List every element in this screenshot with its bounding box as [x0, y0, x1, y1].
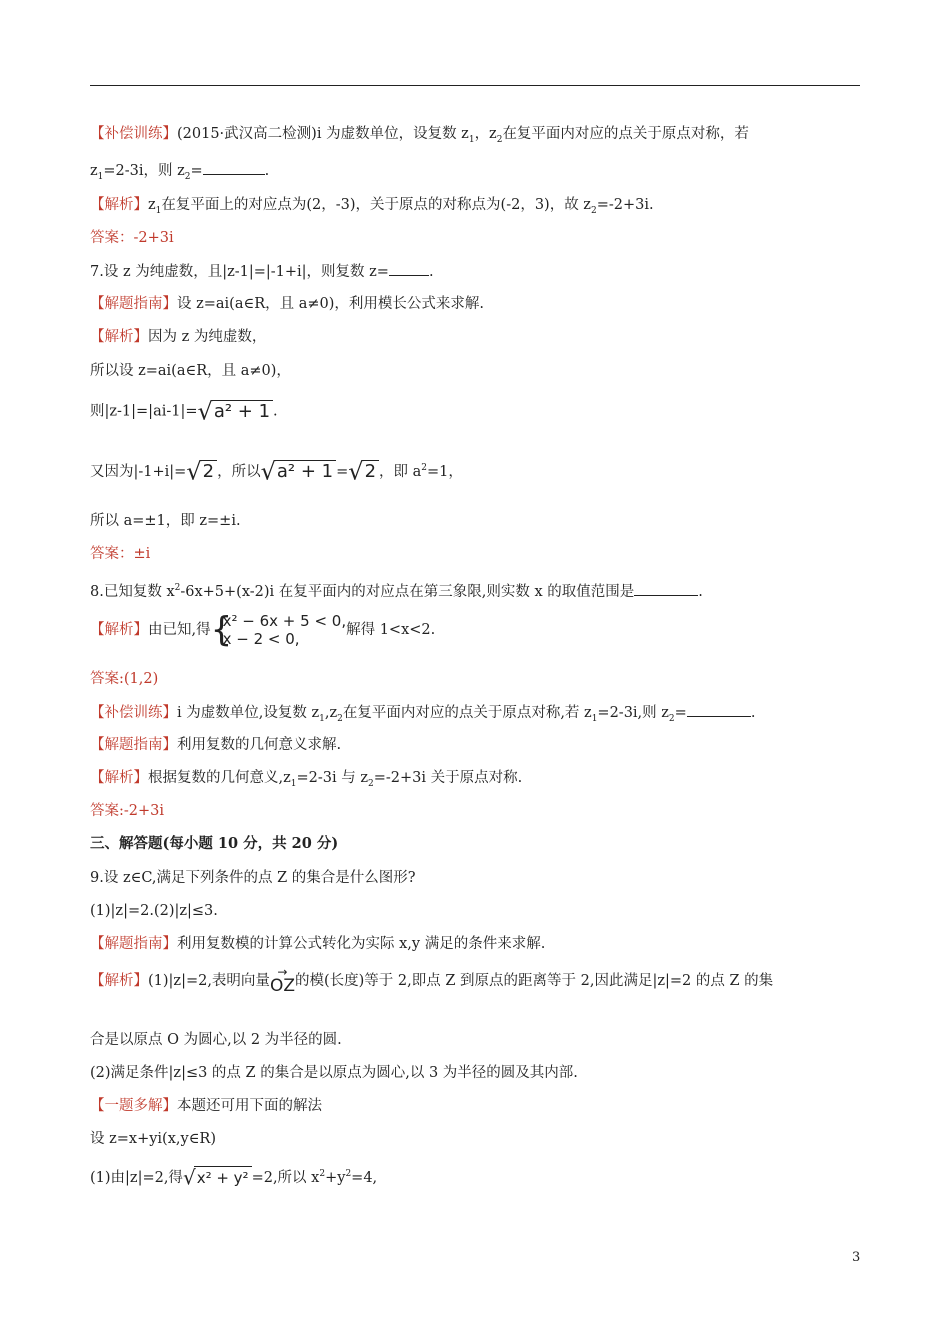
text-line: 【补偿训练】i 为虚数单位,设复数 $z_1,z_2$在复平面内对应的点关于原点对称,若 $z_1=2-3i$,则 $z_2=$ . [90, 702, 755, 729]
text-line: 【一题多解】本题还可用下面的解法 [90, 1098, 322, 1114]
label-tag: 【解析】 [90, 197, 148, 213]
text-line: 所以 a=±1，即 z=±i. [90, 513, 241, 529]
label-tag: 【一题多解】 [90, 1098, 177, 1114]
label-tag: 【解析】 [90, 622, 148, 638]
answer-blank [203, 160, 265, 175]
section-heading: 三、解答题(每小题 10 分，共 20 分) [90, 835, 339, 852]
page-number: 3 [852, 1250, 861, 1265]
label-tag: 【解析】 [90, 329, 148, 345]
answer-blank [389, 261, 429, 276]
text-line: 设 z=x+yi(x,y∈R) [90, 1131, 216, 1147]
label-tag: 【补偿训练】 [90, 705, 177, 721]
label-tag: 【解析】 [90, 770, 148, 786]
answer-line: 答案:-2+3i [90, 803, 165, 819]
sqrt-expression: √a² + 1 [198, 400, 274, 423]
answer-line: 答案：±i [90, 546, 151, 562]
text-line: 【解析】(1)|z|=2,表明向量 → OZ的模(长度)等于 2,即点 Z 到原点的距离等于 2,因此满足|z|=2 的点 Z 的集 [90, 965, 774, 996]
header-rule [90, 85, 860, 86]
label-tag: 【解题指南】 [90, 936, 177, 952]
text-line: 则|z-1|=|ai-1|=√a² + 1 . [90, 397, 278, 426]
text-line: 【解析】根据复数的几何意义$,z_1=2-3i$ 与 $z_2=-2+3i$ 关于原点对称. [90, 770, 523, 789]
sqrt-expression: √a² + 1 [261, 460, 337, 483]
text-line: 所以设 z=ai(a∈R，且 a≠0)， [90, 363, 291, 379]
sqrt-expression: √x² + y² [183, 1166, 252, 1189]
text-line: 合是以原点 O 为圆心,以 2 为半径的圆. [90, 1032, 342, 1048]
text-line: $z_1=2-3i$，则 $z_2=$ . [90, 160, 269, 187]
label-tag: 【补偿训练】 [90, 126, 177, 142]
text-line: (1)由|z|=2,得√x² + y² =2,所以 $x^2+y^2=4$, [90, 1165, 378, 1190]
question-8: 8.已知复数 $x^2-6x+5+(x-2)i$ 在复平面内的对应点在第三象限,则实数 x 的取值范围是 . [90, 578, 703, 602]
sqrt-expression: √2 [348, 460, 379, 483]
text-line: 【解析】由已知,得 { x² − 6x + 5 < 0, x − 2 < 0, 解得 1<x<2. [90, 610, 436, 650]
text-line: (1)|z|=2.(2)|z|≤3. [90, 903, 218, 919]
text-line: 【解析】因为 z 为纯虚数， [90, 329, 267, 345]
text-line: 【补偿训练】(2015·武汉高二检测)i 为虚数单位，设复数 $z_1$，$z_2$在复平面内对应的点关于原点对称，若 [90, 126, 749, 145]
label-tag: 【解析】 [90, 973, 148, 989]
label-tag: 【解题指南】 [90, 737, 177, 753]
sqrt-expression: √2 [186, 460, 217, 483]
text-line: 【解题指南】利用复数模的计算公式转化为实际 x,y 满足的条件来求解. [90, 936, 546, 952]
text-line: (2)满足条件|z|≤3 的点 Z 的集合是以原点为圆心,以 3 为半径的圆及其内部. [90, 1065, 578, 1081]
label-tag: 【解题指南】 [90, 296, 177, 312]
text-line: 又因为|-1+i|=√2 ，所以√a² + 1 =√2 ，即 $a^2=1$， [90, 457, 463, 486]
text-line: 【解析】$z_1$在复平面上的对应点为(2，-3)，关于原点的对称点为(-2，3)，故 $z_2=-2+3i$. [90, 197, 654, 216]
answer-blank [634, 581, 698, 596]
text-line: 【解题指南】利用复数的几何意义求解. [90, 737, 342, 753]
question-7: 7.设 z 为纯虚数，且|z-1|=|-1+i|，则复数 z= . [90, 261, 434, 282]
inequality-system: { x² − 6x + 5 < 0, x − 2 < 0, [210, 610, 347, 650]
answer-blank [687, 702, 751, 717]
question-9: 9.设 z∈C,满足下列条件的点 Z 的集合是什么图形? [90, 870, 416, 886]
answer-line: 答案：-2+3i [90, 230, 174, 246]
text-line: 【解题指南】设 z=ai(a∈R，且 a≠0)，利用模长公式来求解. [90, 296, 485, 312]
answer-line: 答案:(1,2) [90, 671, 159, 687]
vector-oz: → OZ [269, 965, 295, 996]
